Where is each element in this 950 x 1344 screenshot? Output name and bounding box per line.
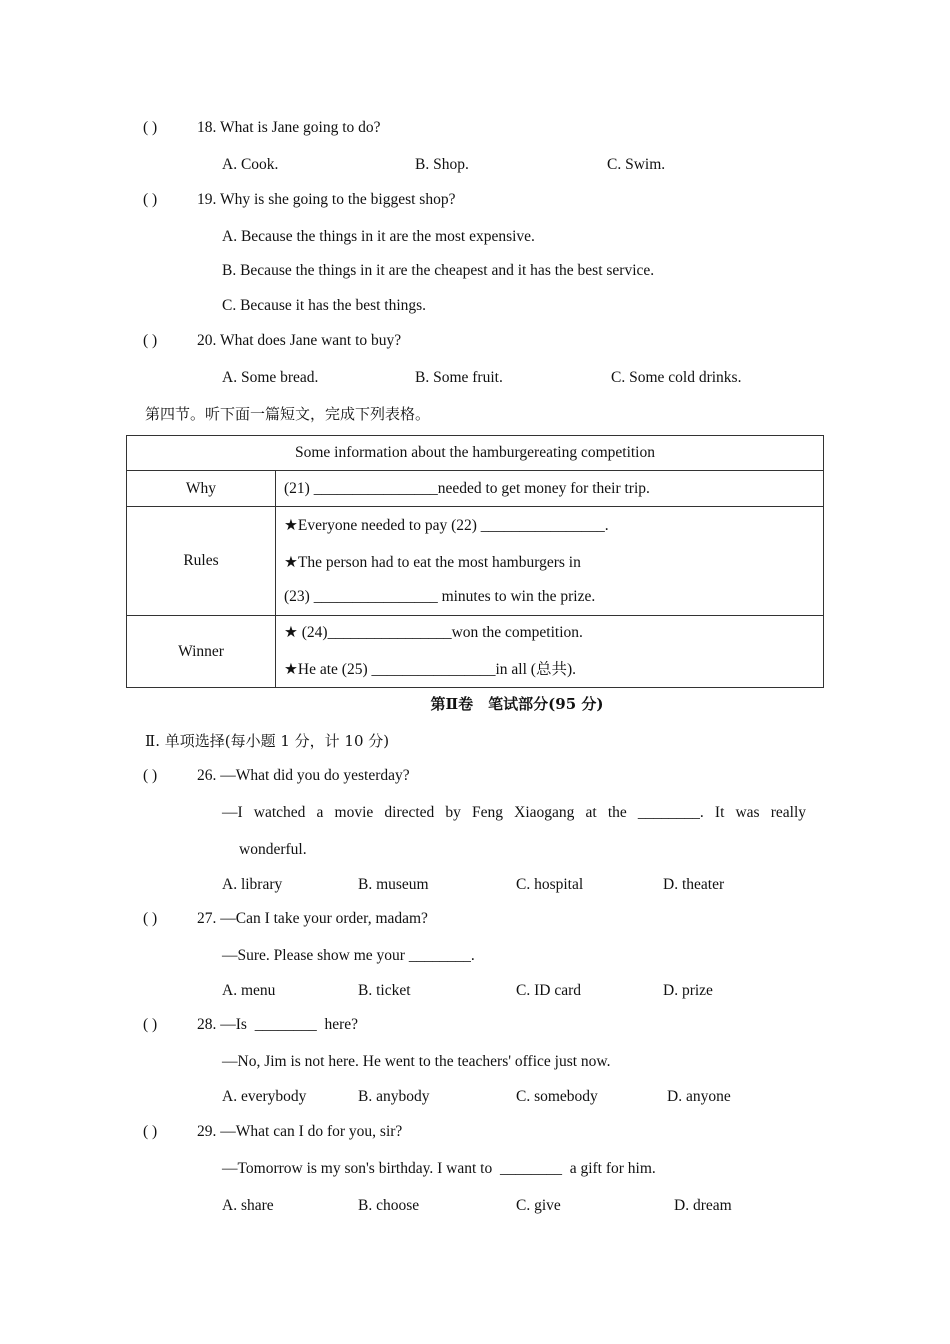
dialogue-line: —No, Jim is not here. He went to the teachers' office just now. <box>222 1053 611 1070</box>
option-d[interactable]: D. dream <box>674 1197 732 1214</box>
table-row <box>127 616 824 688</box>
answer-bracket[interactable]: ( ) <box>143 910 158 927</box>
dialogue-line: —Tomorrow is my son's birthday. I want to ________ a gift for him. <box>222 1160 656 1177</box>
info-table <box>126 435 824 688</box>
option-d[interactable]: D. prize <box>663 982 713 999</box>
part-title: 第Ⅱ卷 笔试部分(95 分) <box>430 695 604 713</box>
rules-cell <box>276 507 824 616</box>
question-text: 19. Why is she going to the biggest shop? <box>197 191 456 208</box>
option-c[interactable]: C. somebody <box>516 1088 598 1105</box>
row-label-why: Why <box>127 471 276 507</box>
option-a[interactable]: A. everybody <box>222 1088 307 1105</box>
winner-cell <box>276 616 824 688</box>
option-a[interactable]: A. Because the things in it are the most expensive. <box>222 228 535 245</box>
row-label-winner: Winner <box>127 616 276 688</box>
question-text: 26. —What did you do yesterday? <box>197 767 410 784</box>
option-b[interactable]: B. choose <box>358 1197 420 1214</box>
section-heading: Ⅱ. 单项选择(每小题 1 分，计 10 分) <box>145 732 390 750</box>
option-c[interactable]: C. hospital <box>516 876 584 893</box>
rule-line[interactable]: ★Everyone needed to pay (22) ________________. <box>284 516 609 534</box>
question-text: 29. —What can I do for you, sir? <box>197 1123 403 1140</box>
dialogue-line: wonderful. <box>239 841 307 858</box>
table-row <box>127 507 824 616</box>
option-b[interactable]: B. Some fruit. <box>415 369 503 386</box>
option-b[interactable]: B. museum <box>358 876 429 893</box>
option-c[interactable]: C. Some cold drinks. <box>611 369 742 386</box>
option-b[interactable]: B. Because the things in it are the cheapest and it has the best service. <box>222 262 655 279</box>
option-d[interactable]: D. anyone <box>667 1088 731 1105</box>
option-a[interactable]: A. Cook. <box>222 156 279 173</box>
blank-21[interactable]: (21) ________________needed to get money for their trip. <box>276 471 824 507</box>
answer-bracket[interactable]: ( ) <box>143 332 158 349</box>
answer-bracket[interactable]: ( ) <box>143 1123 158 1140</box>
rule-line: ★The person had to eat the most hamburgers in <box>284 553 581 571</box>
answer-bracket[interactable]: ( ) <box>143 767 158 784</box>
answer-bracket[interactable]: ( ) <box>143 119 158 136</box>
option-a[interactable]: A. menu <box>222 982 276 999</box>
option-d[interactable]: D. theater <box>663 876 725 893</box>
option-b[interactable]: B. Shop. <box>415 156 469 173</box>
option-c[interactable]: C. give <box>516 1197 561 1214</box>
question-text: 28. —Is ________ here? <box>197 1016 358 1033</box>
winner-line[interactable]: ★He ate (25) ________________in all (总共). <box>284 661 576 678</box>
option-a[interactable]: A. share <box>222 1197 274 1214</box>
winner-line[interactable]: ★ (24)________________won the competition. <box>284 624 583 641</box>
question-text: 27. —Can I take your order, madam? <box>197 910 428 927</box>
table-title: Some information about the hamburgereating competition <box>127 436 824 471</box>
option-a[interactable]: A. Some bread. <box>222 369 319 386</box>
option-c[interactable]: C. Because it has the best things. <box>222 297 427 314</box>
rule-line[interactable]: (23) ________________ minutes to win the prize. <box>284 587 596 605</box>
option-c[interactable]: C. Swim. <box>607 156 666 173</box>
option-a[interactable]: A. library <box>222 876 283 893</box>
table-row <box>127 471 824 507</box>
answer-bracket[interactable]: ( ) <box>143 191 158 208</box>
option-b[interactable]: B. ticket <box>358 982 411 999</box>
row-label-rules: Rules <box>127 507 276 616</box>
table-row <box>127 436 824 471</box>
section-heading: 第四节。听下面一篇短文，完成下列表格。 <box>145 405 431 423</box>
dialogue-line: —I watched a movie directed by Feng Xiaogang at the ________. It was really <box>222 804 806 821</box>
option-c[interactable]: C. ID card <box>516 982 581 999</box>
option-b[interactable]: B. anybody <box>358 1088 430 1105</box>
dialogue-line: —Sure. Please show me your ________. <box>222 947 475 964</box>
question-text: 20. What does Jane want to buy? <box>197 332 402 349</box>
question-text: 18. What is Jane going to do? <box>197 119 381 136</box>
answer-bracket[interactable]: ( ) <box>143 1016 158 1033</box>
